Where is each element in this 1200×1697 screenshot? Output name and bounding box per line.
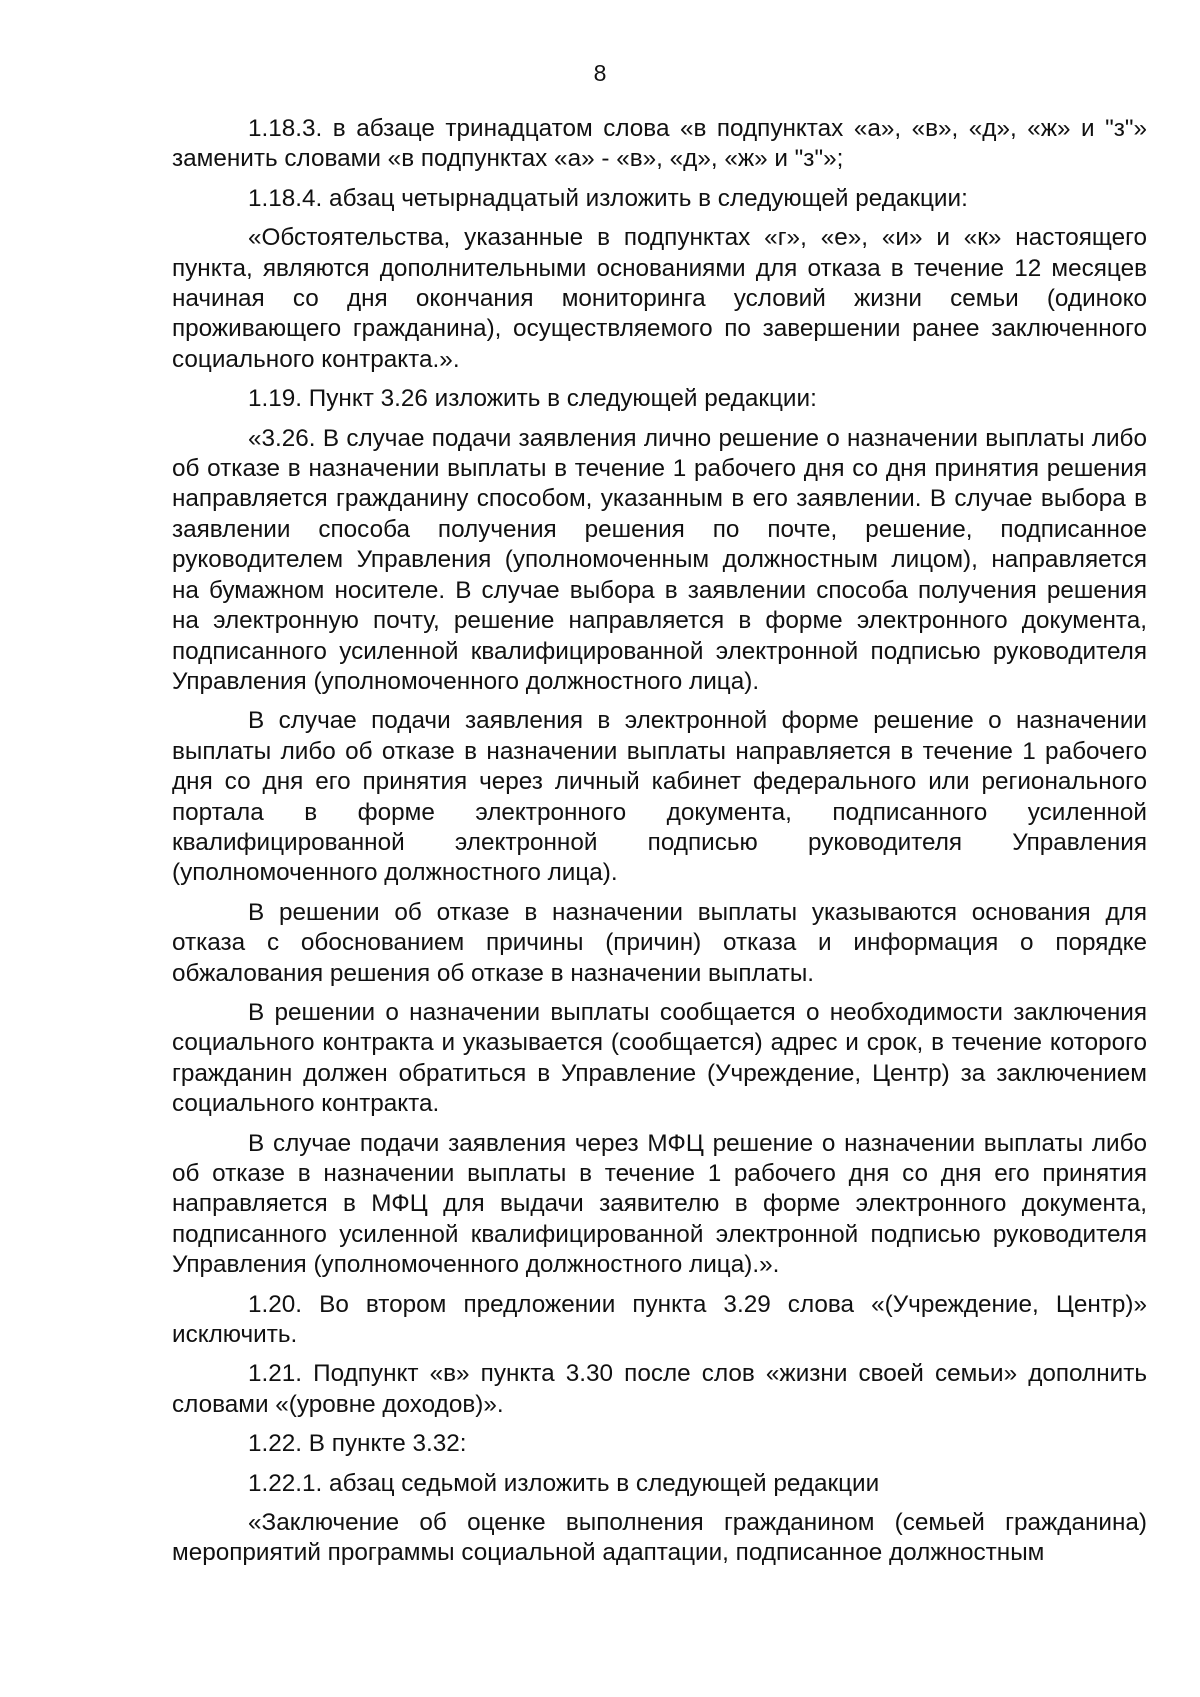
paragraph-refusal-decision: В решении об отказе в назначении выплаты указываются основания для отказа с обоснованием причины (причин) отказа и информация о порядке обжалования решения об отказе в назначении выплаты. <box>172 898 1147 987</box>
paragraph-mfc: В случае подачи заявления через МФЦ решение о назначении выплаты либо об отказе в назначении выплаты в течение 1 рабочего дня со дня его принятия направляется в МФЦ для выдачи заявителю в форме электронного документа, подписанного усиленной квалифицированной электронной подписью руководителя Управления (уполномоченного должностного лица).». <box>172 1129 1147 1279</box>
paragraph-conclusion-quote: «Заключение об оценке выполнения гражданином (семьей гражданина) мероприятий программы социальной адаптации, подписанное должностным <box>172 1509 1147 1567</box>
paragraph-1-19: 1.19. Пункт 3.26 изложить в следующей редакции: <box>248 385 817 413</box>
paragraph-1-21: 1.21. Подпункт «в» пункта 3.30 после слов «жизни своей семьи» дополнить словами «(уровне доходов)». <box>172 1360 1147 1418</box>
paragraph-1-18-3: 1.18.3. в абзаце тринадцатом слова «в подпунктах «а», «в», «д», «ж» и "з"» заменить словами «в подпунктах «а» - «в», «д», «ж» и "з"»; <box>172 115 1147 173</box>
paragraph-assignment-decision: В решении о назначении выплаты сообщается о необходимости заключения социального контракта и указывается (сообщается) адрес и срок, в течение которого гражданин должен обратиться в Управление (Учреждение, Центр) за заключением социального контракта. <box>172 998 1147 1118</box>
page-number: 8 <box>593 60 607 86</box>
paragraph-3-26-quote: «3.26. В случае подачи заявления лично решение о назначении выплаты либо об отказе в назначении выплаты в течение 1 рабочего дня со дня принятия решения направляется гражданину способом, указанным в его заявлении. В случае выбора в заявлении способа получения решения по почте, решение, подписанное руководителем Управления (уполномоченным должностным лицом), направляется на бумажном носителе. В случае выбора в заявлении способа получения решения на электронную почту, решение направляется в форме электронного документа, подписанного усиленной квалифицированной электронной подписью руководителя Управления (уполномоченного должностного лица). <box>172 424 1147 695</box>
paragraph-electronic-form: В случае подачи заявления в электронной форме решение о назначении выплаты либо об отказе в назначении выплаты направляется в течение 1 рабочего дня со дня его принятия через личный кабинет федерального или регионального портала в форме электронного документа, подписанного усиленной квалифицированной электронной подписью руководителя Управления (уполномоченного должностного лица). <box>172 707 1147 887</box>
paragraph-1-20: 1.20. Во втором предложении пункта 3.29 слова «(Учреждение, Центр)» исключить. <box>172 1290 1147 1349</box>
paragraph-circumstances-quote: «Обстоятельства, указанные в подпунктах «г», «е», «и» и «к» настоящего пункта, являются дополнительными основаниями для отказа в течение 12 месяцев начиная со дня окончания мониторинга условий жизни семьи (одиноко проживающего гражданина), осуществляемого по завершении ранее заключенного социального контракта.». <box>172 224 1147 373</box>
paragraph-1-22: 1.22. В пункте 3.32: <box>248 1430 467 1458</box>
paragraph-1-18-4: 1.18.4. абзац четырнадцатый изложить в следующей редакции: <box>248 184 968 212</box>
document-body <box>172 114 1147 1578</box>
paragraph-1-22-1: 1.22.1. абзац седьмой изложить в следующей редакции <box>248 1469 880 1497</box>
